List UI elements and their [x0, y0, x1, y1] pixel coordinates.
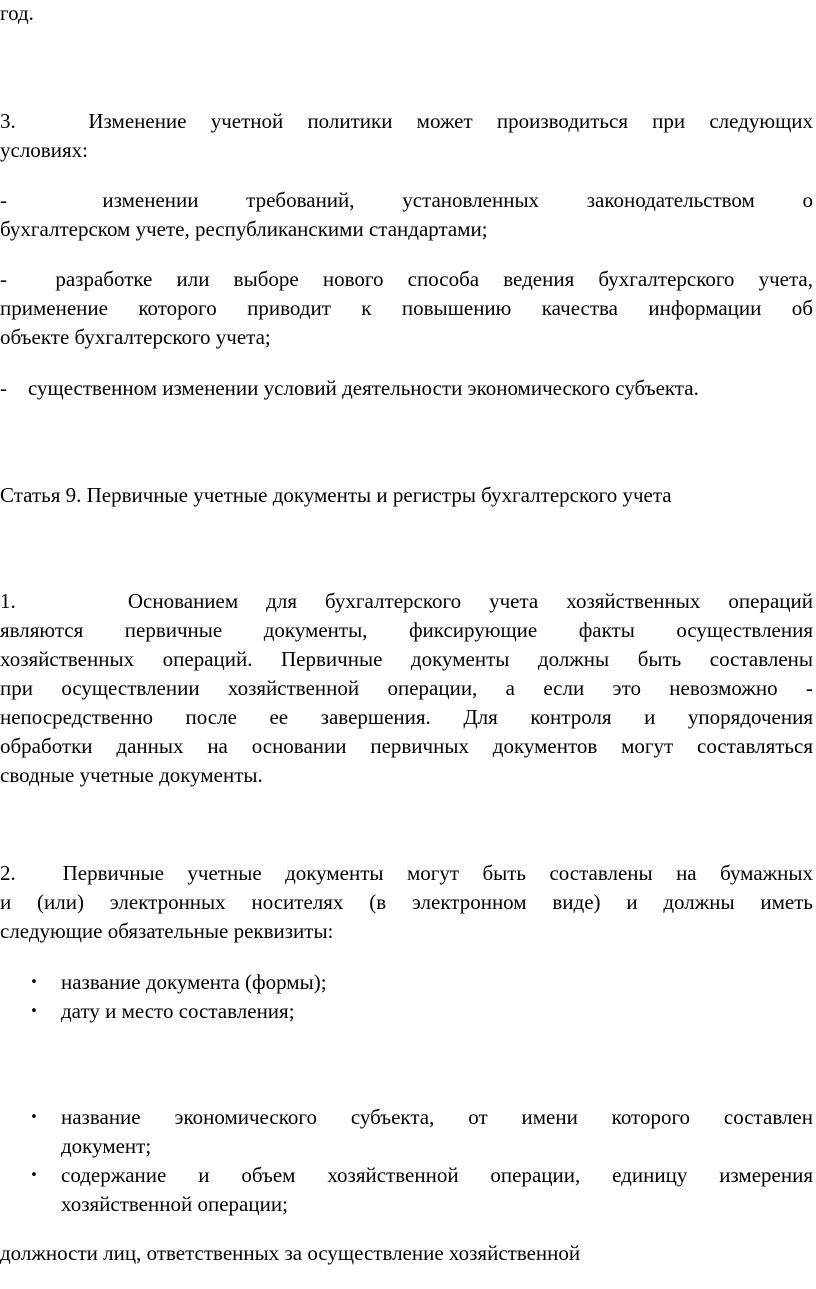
list-item-line: хозяйственной операции;	[61, 1192, 288, 1216]
paragraph-1-line: хозяйственных операций. Первичные документы должны быть составлены	[0, 647, 813, 671]
article-heading	[0, 481, 813, 510]
dash-item-3	[0, 374, 813, 403]
paragraph-3	[0, 107, 813, 165]
dash-item-2-line: применение которого приводит к повышению качества информации об	[0, 296, 813, 320]
paragraph-3-line: 3. Изменение учетной политики может производиться при следующих	[0, 109, 813, 133]
paragraph-1-line: являются первичные документы, фиксирующие факты осуществления	[0, 618, 813, 642]
paragraph-3-line: условиях:	[0, 138, 88, 162]
article-heading-text: Статья 9. Первичные учетные документы и регистры бухгалтерского учета	[0, 483, 672, 507]
paragraph-1-line: при осуществлении хозяйственной операции, а если это невозможно -	[0, 676, 813, 700]
paragraph-2-line: 2. Первичные учетные документы могут быть составлены на бумажных	[0, 861, 813, 885]
list-item-line: содержание и объем хозяйственной операции, единицу измерения	[61, 1163, 813, 1187]
list-item-text	[61, 1161, 813, 1219]
list-item-text: дату и место составления;	[61, 999, 295, 1023]
bottom-fragment	[0, 1239, 813, 1268]
paragraph-1-line: обработки данных на основании первичных документов могут составляться	[0, 734, 813, 758]
dash-item-1	[0, 186, 813, 244]
list-item-line: документ;	[61, 1134, 152, 1158]
paragraph-2-line: следующие обязательные реквизиты:	[0, 919, 334, 943]
top-fragment	[0, 0, 813, 28]
bullet-icon: •	[30, 975, 38, 990]
dash-item-2-line: - разработке или выборе нового способа ведения бухгалтерского учета,	[0, 267, 813, 291]
paragraph-2-line: и (или) электронных носителях (в электронном виде) и должны иметь	[0, 890, 813, 914]
list-item-line: название экономического субъекта, от имени которого составлен	[61, 1105, 813, 1129]
dash-item-3-line: - существенном изменении условий деятельности экономического субъекта.	[0, 376, 699, 400]
bullet-icon: •	[30, 1004, 38, 1019]
dash-item-1-line: бухгалтерском учете, республиканскими стандартами;	[0, 217, 488, 241]
list-item-text: название документа (формы);	[61, 970, 327, 994]
top-fragment-text: год.	[0, 1, 34, 25]
dash-item-1-line: - изменении требований, установленных законодательством о	[0, 188, 813, 212]
paragraph-1-line: 1. Основанием для бухгалтерского учета хозяйственных операций	[0, 589, 813, 613]
bottom-fragment-text: должности лиц, ответственных за осуществление хозяйственной	[0, 1241, 581, 1265]
bullet-icon: •	[30, 1110, 38, 1125]
bullet-icon: •	[30, 1168, 38, 1183]
dash-item-2-line: объекте бухгалтерского учета;	[0, 325, 271, 349]
paragraph-2	[0, 859, 813, 946]
list-item-text	[61, 1103, 813, 1161]
paragraph-1-line: сводные учетные документы.	[0, 763, 263, 787]
paragraph-1	[0, 587, 813, 790]
dash-item-2	[0, 265, 813, 352]
paragraph-1-line: непосредственно после ее завершения. Для контроля и упорядочения	[0, 705, 813, 729]
